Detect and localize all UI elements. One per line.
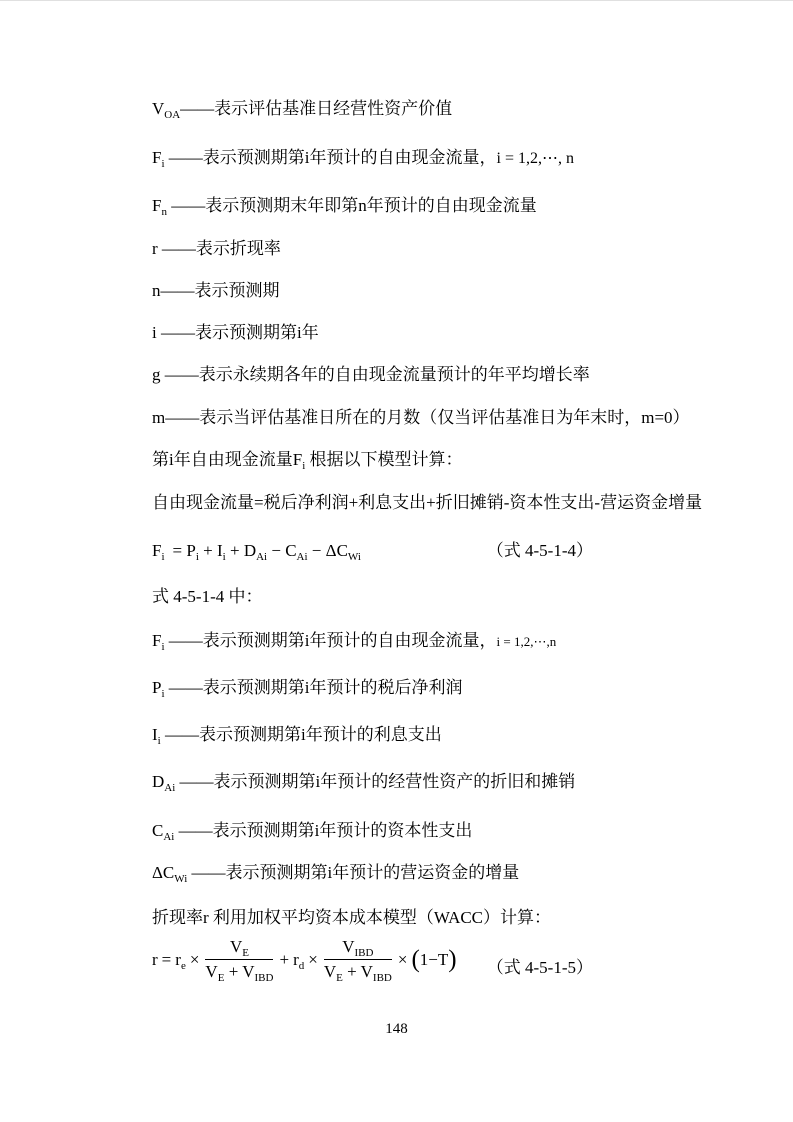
definition-text: ——表示预测期第i年预计的税后净利润 [164,678,463,697]
symbol-subscript: Ai [163,831,175,843]
symbol-subscript: i [157,735,161,747]
symbol-base: P [152,678,162,697]
symbol-base: I [152,725,158,744]
definition-text: ——表示预测期第i年预计的资本性支出 [174,821,473,840]
wacc-formula: r = $r_e$ × $\frac{V_E}{V_E + V_{IBD}}$ + $r_d$ × $\frac{V_{IBD}}{V_E + V_{IBD}}$ × (1−T) [152,937,457,984]
formula1-note-line [152,585,703,609]
definition-line-cai [152,819,703,843]
symbol-base: D [152,772,165,791]
definition-text: ——表示预测期第i年预计的营运资金的增量 [187,863,520,882]
definition-line-i [152,321,703,345]
symbol-subscript: i [302,460,306,472]
model-intro-line [152,448,703,472]
definition-text: ——表示预测期第i年预计的自由现金流量， [164,631,497,650]
equity-weight-fraction: $\frac{V_E}{V_E + V_{IBD}}$ [205,937,274,984]
definition-line-r [152,237,703,261]
definition-line-m [152,406,703,430]
formula-4-5-1-5-line [152,937,703,982]
definition-text: ——表示评估基准日经营性资产价值 [180,99,453,118]
definition-line-fi [152,146,703,171]
symbol-base: V [152,99,165,118]
definition-line-fi2 [152,629,703,654]
symbol-subscript: Wi [174,873,188,885]
definition-text: g ——表示永续期各年的自由现金流量预计的年平均增长率 [152,365,590,384]
definition-text: r ——表示折现率 [152,239,281,258]
note-text: 式 4-5-1-4 中： [152,587,263,606]
symbol-subscript: OA [164,109,181,121]
definition-line-g [152,363,703,387]
symbol-subscript: i [161,641,165,653]
definition-text: ——表示预测期末年即第n年预计的自由现金流量 [166,196,537,215]
symbol-subscript: i [161,158,165,170]
page-number: 148 [385,1021,408,1037]
definition-text: i ——表示预测期第i年 [152,323,319,342]
formula-4-5-1-4-line [152,539,703,563]
identity-text: 自由现金流量=税后净利润+利息支出+折旧摊销-资本性支出-营运资金增量 [152,493,703,512]
definition-line-fn [152,194,703,218]
definition-line-n [152,279,703,303]
definition-text: ——表示预测期第i年预计的利息支出 [160,725,442,744]
wacc-intro-line [152,906,703,930]
symbol-subscript: n [161,206,167,218]
symbol-subscript: i [161,688,165,700]
intro-text: 折现率r 利用加权平均资本成本模型（WACC）计算： [152,908,552,927]
symbol-base: F [152,196,162,215]
definition-text: ——表示预测期第i年预计的自由现金流量， [164,148,497,167]
symbol-base: F [152,631,162,650]
debt-weight-fraction: $\frac{V_{IBD}}{V_E + V_{IBD}}$ [323,937,392,984]
intro-text-pre: 第i年自由现金流量F [152,450,303,469]
symbol-base: C [152,821,164,840]
definition-line-dcwi [152,861,703,885]
symbol-base: F [152,148,162,167]
definition-text: n——表示预测期 [152,281,280,300]
fcf-identity-line [152,491,703,515]
formula-4-5-1-4: $F_i = P_i + I_i + D_{Ai} - C_{Ai} - \Delta C_{Wi}$ [152,541,361,563]
equation-label-4-5-1-5: （式 4-5-1-5） [486,958,593,977]
symbol-base: ΔC [152,863,175,882]
definition-line-pi [152,676,703,700]
definition-text: ——表示预测期第i年预计的经营性资产的折旧和摊销 [175,772,576,791]
index-range: i = 1,2,⋯, n [496,150,574,167]
symbol-subscript: Ai [164,782,176,794]
definition-line-voa [152,97,703,121]
definition-line-dai [152,770,703,794]
equation-label-4-5-1-4: （式 4-5-1-4） [486,541,593,560]
definition-line-ii [152,723,703,747]
intro-text-post: 根据以下模型计算： [305,450,463,469]
index-range: i = 1,2,⋯,n [496,634,557,649]
definition-text: m——表示当评估基准日所在的月数（仅当评估基准日为年末时，m=0） [152,408,690,427]
